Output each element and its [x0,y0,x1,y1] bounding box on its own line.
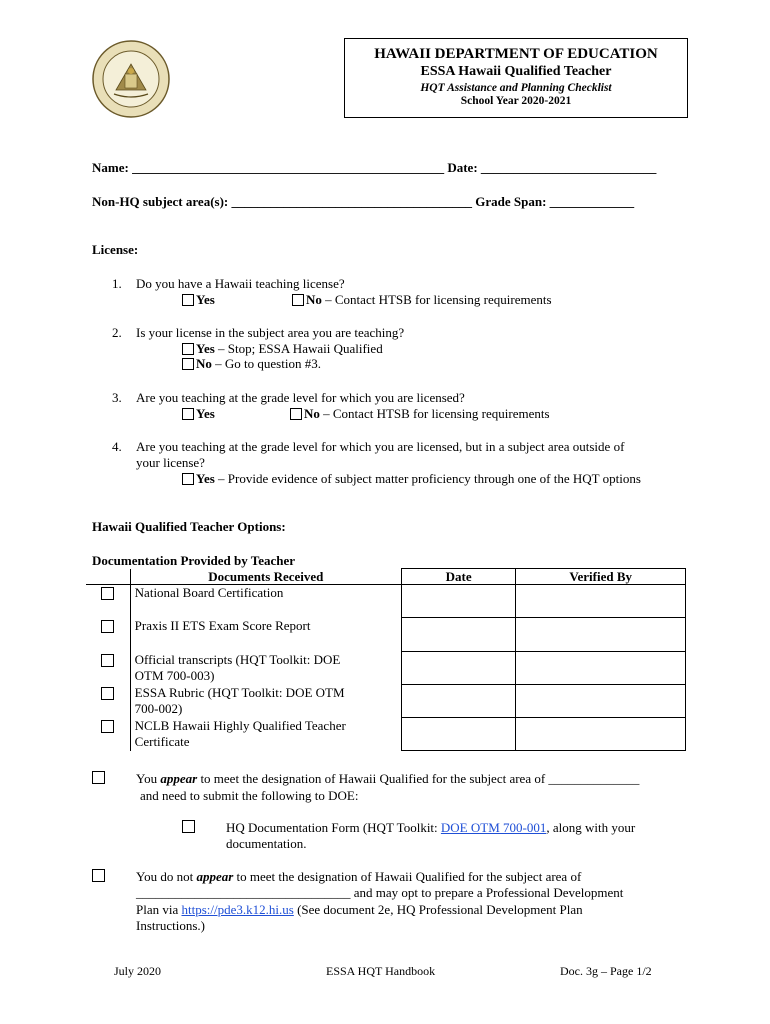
question-number: 4. [112,439,122,454]
column-header: Verified By [516,569,686,585]
not-appear-line-1 [136,869,581,885]
not-appear-line-3 [136,902,583,918]
question-1 [112,276,345,292]
department-title: HAWAII DEPARTMENT OF EDUCATION [374,46,658,62]
pde3-link[interactable]: https://pde3.k12.hi.us [181,902,294,917]
checkbox[interactable] [101,687,114,700]
not-appear-text: to meet the designation of Hawaii Qualified for the subject area of [233,869,582,884]
form-text: , along with your [546,820,636,835]
document-name: ESSA Rubric (HQT Toolkit: DOE OTM 700-002) [130,685,401,718]
document-name: Praxis II ETS Exam Score Report [130,618,401,652]
document-name: Official transcripts (HQT Toolkit: DOE OTM 700-003) [130,652,401,685]
checkbox[interactable] [182,473,194,485]
checkbox[interactable] [182,358,194,370]
date-label: Date: [447,160,478,175]
not-appear-text: You do not [136,869,197,884]
subject-area-field[interactable]: _________________________________ [136,885,351,900]
document-subtitle: ESSA Hawaii Qualified Teacher [420,64,612,79]
question-number: 1. [112,276,122,291]
question-text: Are you teaching at the grade level for which you are licensed? [136,390,465,405]
verified-by-cell[interactable] [516,685,686,718]
table-row [86,618,686,652]
checkbox[interactable] [182,820,195,833]
yes-label: Yes [196,406,215,421]
checkbox-column-header [86,569,130,585]
verified-by-cell[interactable] [516,585,686,618]
name-label: Name: [92,160,129,175]
name-date-line [92,160,656,176]
appear-emphasis: appear [196,869,234,884]
table-row [86,652,686,685]
not-appear-text: Plan via [136,902,182,917]
checkbox[interactable] [101,620,114,633]
documentation-heading: Documentation Provided by Teacher [92,553,296,568]
question-number: 3. [112,390,122,405]
not-appear-text: and may opt to prepare a Professional Development [350,885,624,900]
checkbox[interactable] [101,720,114,733]
grade-label: Grade Span: [475,194,547,209]
subject-label: Non-HQ subject area(s): [92,194,229,209]
no-label: No [304,406,320,421]
table-header-row [86,569,686,585]
question-text: Are you teaching at the grade level for which you are licensed, but in a subject area outside of [136,439,625,454]
q2-no-option[interactable] [182,356,321,372]
checkbox[interactable] [290,408,302,420]
no-detail: – Contact HTSB for licensing requirements [319,406,550,421]
not-appear-text: (See document 2e, HQ Professional Development Plan [293,902,583,917]
appear-paragraph-line-1 [136,771,639,787]
hq-form-line-2: documentation. [226,836,307,851]
not-appear-line-4: Instructions.) [136,918,205,933]
appear-emphasis: appear [160,771,198,786]
question-4-continued: your license? [136,455,205,470]
no-detail: – Contact HTSB for licensing requirements [321,292,552,307]
verified-by-cell[interactable] [516,618,686,652]
q3-no-option[interactable] [290,406,550,422]
hq-form-line-1 [226,820,635,836]
yes-detail: – Stop; ESSA Hawaii Qualified [214,341,383,356]
not-appear-line-2 [136,885,623,901]
no-label: No [196,356,212,371]
date-cell[interactable] [401,585,515,618]
date-cell[interactable] [401,652,515,685]
checkbox[interactable] [92,771,105,784]
footer-handbook: ESSA HQT Handbook [326,964,436,978]
checkbox[interactable] [92,869,105,882]
date-cell[interactable] [401,618,515,652]
yes-label: Yes [196,341,215,356]
subject-grade-line [92,194,634,210]
date-field[interactable]: ___________________________ [480,160,657,175]
appear-text: to meet the designation of Hawaii Qualified for the subject area of ______________ [197,771,640,786]
yes-label: Yes [196,471,215,486]
date-cell[interactable] [401,718,515,751]
question-2 [112,325,405,341]
appear-checkbox[interactable] [92,771,105,788]
appear-paragraph-line-2: and need to submit the following to DOE: [140,788,359,803]
documents-table [86,568,686,751]
yes-detail: – Provide evidence of subject matter proficiency through one of the HQT options [214,471,641,486]
hq-form-checkbox[interactable] [182,820,195,837]
q4-yes-option[interactable] [182,471,641,487]
q2-yes-option[interactable] [182,341,383,357]
document-header [344,38,688,118]
question-text: Is your license in the subject area you are teaching? [136,325,405,340]
hqt-options-heading: Hawaii Qualified Teacher Options: [92,519,286,534]
footer-date: July 2020 [114,964,162,978]
verified-by-cell[interactable] [516,652,686,685]
hawaii-state-seal-icon [92,40,170,118]
checkbox[interactable] [182,294,194,306]
q3-yes-option[interactable] [182,406,215,422]
no-detail: – Go to question #3. [211,356,321,371]
appear-text: You [136,771,161,786]
column-header: Date [401,569,515,585]
form-text: HQ Documentation Form (HQT Toolkit: [226,820,441,835]
column-header: Documents Received [130,569,401,585]
question-number: 2. [112,325,122,340]
verified-by-cell[interactable] [516,718,686,751]
name-field[interactable]: ________________________________________________ [132,160,445,175]
table-row [86,718,686,751]
yes-label: Yes [196,292,215,307]
footer-page: Doc. 3g – Page 1/2 [560,964,652,978]
no-label: No [306,292,322,307]
question-3 [112,390,465,406]
grade-field[interactable]: _____________ [549,194,635,209]
table-row [86,585,686,618]
checkbox[interactable] [101,654,114,667]
school-year: School Year 2020-2021 [460,95,572,107]
checkbox[interactable] [182,408,194,420]
checkbox[interactable] [292,294,304,306]
checkbox[interactable] [101,587,114,600]
checkbox[interactable] [182,343,194,355]
doe-otm-link[interactable]: DOE OTM 700-001 [440,820,547,835]
table-row [86,685,686,718]
not-appear-checkbox[interactable] [92,869,105,886]
document-name: NCLB Hawaii Highly Qualified Teacher Certificate [130,718,401,751]
q1-yes-option[interactable] [182,292,215,308]
question-4 [112,439,625,455]
question-text: Do you have a Hawaii teaching license? [136,276,345,291]
date-cell[interactable] [401,685,515,718]
checklist-title: HQT Assistance and Planning Checklist [420,82,612,94]
document-name: National Board Certification [130,585,401,618]
license-heading: License: [92,242,139,257]
q1-no-option[interactable] [292,292,552,308]
subject-field[interactable]: _____________________________________ [231,194,472,209]
